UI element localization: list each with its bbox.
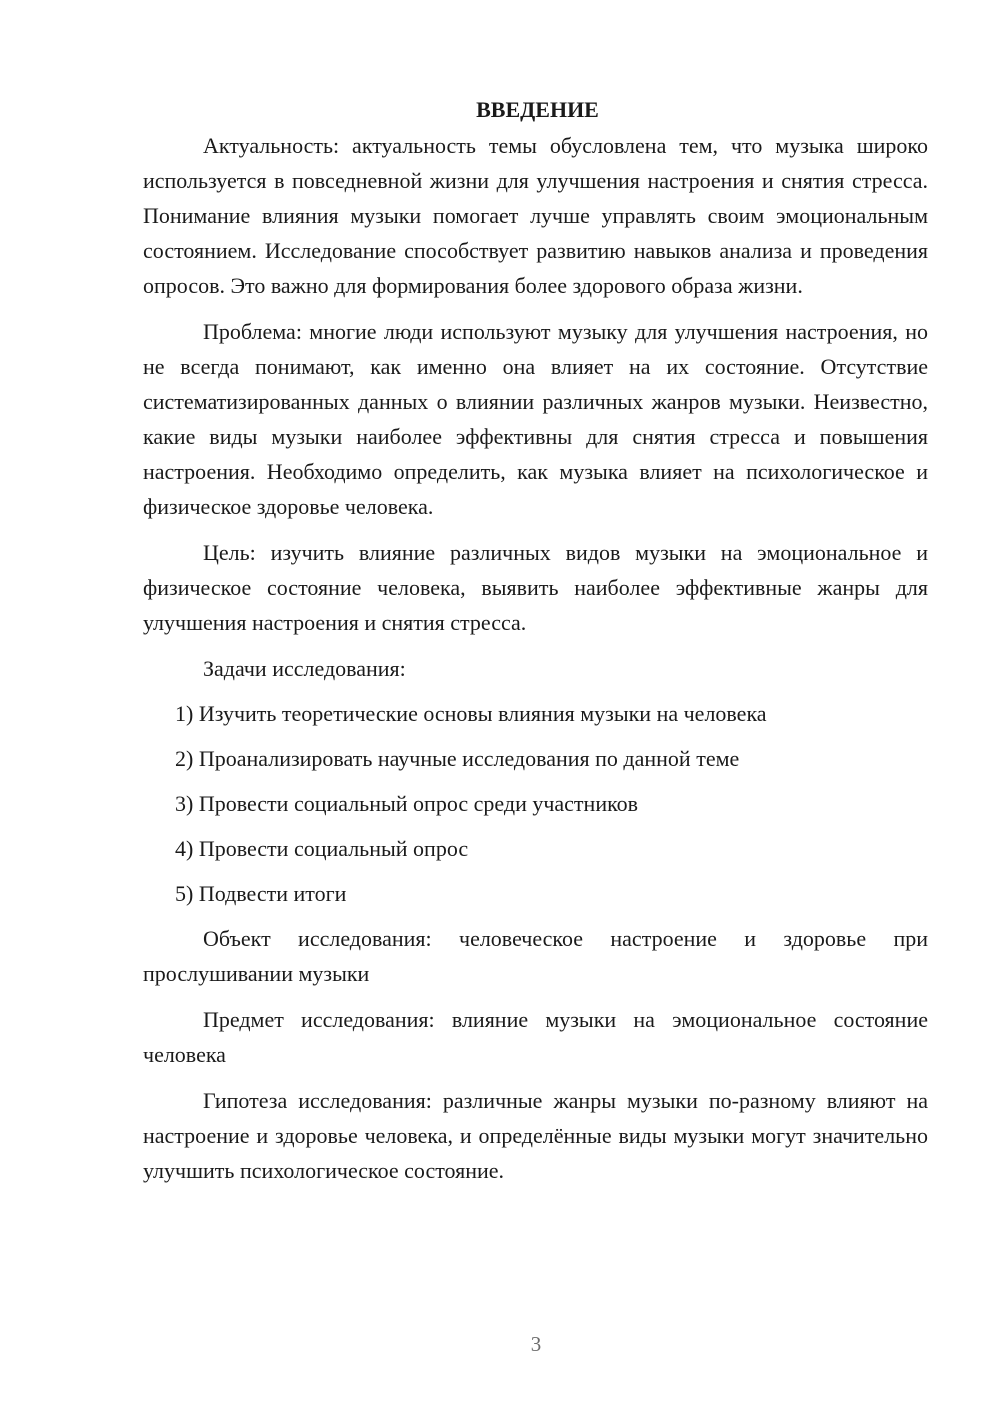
task-item: 4) Провести социальный опрос: [175, 836, 469, 861]
paragraph-problem: Проблема: многие люди используют музыку для улучшения настроения, но не всегда понимают, как именно она влияет на их состояние. Отсутствие систематизированных данных о влиянии различных жанров музыки. Неизвестно, какие виды музыки наиболее эффективны для снятия стресса и повышения настроения. Необходимо определить, как музыка влияет на психологическое и физическое здоровье человека.: [143, 319, 928, 519]
task-item: 3) Провести социальный опрос среди участников: [175, 791, 639, 816]
page-number: 3: [530, 1332, 542, 1356]
paragraph-goal: Цель: изучить влияние различных видов музыки на эмоциональное и физическое состояние человека, выявить наиболее эффективные жанры для улучшения настроения и снятия стресса.: [143, 540, 928, 635]
page-content: [143, 92, 928, 1188]
task-item: 5) Подвести итоги: [175, 881, 347, 906]
paragraph-relevance: Актуальность: актуальность темы обусловлена тем, что музыка широко используется в повседневной жизни для улучшения настроения и снятия стресса. Понимание влияния музыки помогает лучше управлять своим эмоциональным состоянием. Исследование способствует развитию навыков анализа и проведения опросов. Это важно для формирования более здорового образа жизни.: [143, 133, 928, 298]
paragraph-hypothesis: Гипотеза исследования: различные жанры музыки по-разному влияют на настроение и здоровье человека, и определённые виды музыки могут значительно улучшить психологическое состояние.: [143, 1088, 928, 1183]
page-title: ВВЕДЕНИЕ: [476, 97, 599, 122]
paragraph-subject: Предмет исследования: влияние музыки на эмоциональное состояние человека: [143, 1007, 928, 1067]
task-list: [143, 696, 928, 911]
task-item: 2) Проанализировать научные исследования по данной теме: [175, 746, 740, 771]
paragraph-object: Объект исследования: человеческое настроение и здоровье при прослушивании музыки: [143, 926, 928, 986]
task-item: 1) Изучить теоретические основы влияния музыки на человека: [175, 701, 767, 726]
tasks-heading: Задачи исследования:: [203, 656, 406, 681]
